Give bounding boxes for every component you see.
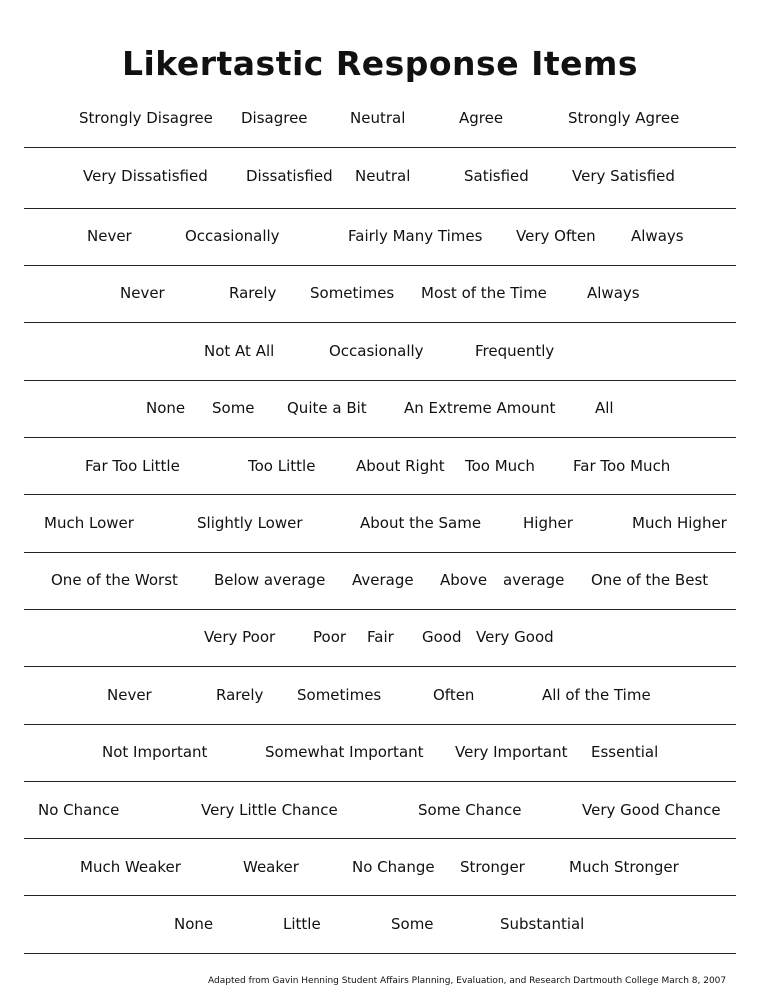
- scale-option: Some Chance: [418, 801, 522, 819]
- scale-option: All: [595, 399, 614, 417]
- scale-row: [0, 627, 781, 647]
- scale-option: Sometimes: [297, 686, 382, 704]
- scale-option: Weaker: [243, 858, 299, 876]
- scale-option: Occasionally: [185, 227, 280, 245]
- scale-row: [0, 914, 781, 934]
- row-divider: [24, 609, 736, 610]
- scale-option: Dissatisfied: [246, 167, 333, 185]
- scale-option: Too Little: [248, 457, 316, 475]
- row-divider: [24, 552, 736, 553]
- scale-option: Slightly Lower: [197, 514, 303, 532]
- scale-option: Always: [587, 284, 640, 302]
- scale-row: [0, 800, 781, 820]
- scale-option: Not Important: [102, 743, 208, 761]
- scale-option: Some: [212, 399, 255, 417]
- scale-option: Quite a Bit: [287, 399, 367, 417]
- scale-option: Far Too Much: [573, 457, 671, 475]
- scale-option: Very Good: [476, 628, 554, 646]
- scale-row: [0, 226, 781, 246]
- scale-option: Fairly Many Times: [348, 227, 483, 245]
- scale-option: One of the Worst: [51, 571, 178, 589]
- scale-option: Higher: [523, 514, 573, 532]
- scale-option: Some: [391, 915, 434, 933]
- scale-option: Strongly Agree: [568, 109, 680, 127]
- row-divider: [24, 953, 736, 954]
- scale-option: Good: [422, 628, 462, 646]
- scale-row: [0, 341, 781, 361]
- row-divider: [24, 380, 736, 381]
- scale-option: About the Same: [360, 514, 482, 532]
- row-divider: [24, 666, 736, 667]
- scale-option: Substantial: [500, 915, 585, 933]
- page-title: Likertastic Response Items: [121, 44, 639, 83]
- scale-option: Not At All: [204, 342, 275, 360]
- scale-option: Fair: [367, 628, 394, 646]
- scale-option: Very Satisfied: [572, 167, 675, 185]
- scale-option: Above: [440, 571, 488, 589]
- scale-option: Never: [87, 227, 132, 245]
- scale-option: Below average: [214, 571, 326, 589]
- scale-option: Sometimes: [310, 284, 395, 302]
- row-divider: [24, 437, 736, 438]
- scale-option: None: [146, 399, 186, 417]
- scale-option: Essential: [591, 743, 659, 761]
- scale-option: One of the Best: [591, 571, 709, 589]
- scale-option: Disagree: [241, 109, 308, 127]
- scale-option: Far Too Little: [85, 457, 180, 475]
- attribution-footer: Adapted from Gavin Henning Student Affairs Planning, Evaluation, and Research Dartmouth College March 8, 2007: [208, 976, 727, 986]
- scale-option: Neutral: [350, 109, 406, 127]
- scale-option: All of the Time: [542, 686, 651, 704]
- scale-option: Too Much: [465, 457, 535, 475]
- scale-row: [0, 857, 781, 877]
- scale-row: [0, 398, 781, 418]
- scale-option: Somewhat Important: [265, 743, 424, 761]
- scale-option: No Change: [352, 858, 435, 876]
- scale-option: Agree: [459, 109, 504, 127]
- scale-option: Much Weaker: [80, 858, 181, 876]
- row-divider: [24, 322, 736, 323]
- scale-option: About Right: [356, 457, 445, 475]
- row-divider: [24, 895, 736, 896]
- row-divider: [24, 494, 736, 495]
- scale-option: None: [174, 915, 214, 933]
- scale-option: Stronger: [460, 858, 525, 876]
- scale-row: [0, 456, 781, 476]
- scale-option: No Chance: [38, 801, 120, 819]
- scale-option: Never: [120, 284, 165, 302]
- scale-row: [0, 108, 781, 128]
- scale-option: Neutral: [355, 167, 411, 185]
- scale-option: Rarely: [229, 284, 277, 302]
- scale-option: Little: [283, 915, 321, 933]
- scale-option: Very Important: [455, 743, 568, 761]
- row-divider: [24, 838, 736, 839]
- scale-option: Frequently: [475, 342, 555, 360]
- scale-option: An Extreme Amount: [404, 399, 556, 417]
- scale-row: [0, 166, 781, 186]
- scale-row: [0, 742, 781, 762]
- scale-option: Never: [107, 686, 152, 704]
- scale-option: Much Higher: [632, 514, 727, 532]
- row-divider: [24, 781, 736, 782]
- scale-option: Strongly Disagree: [79, 109, 213, 127]
- scale-option: Rarely: [216, 686, 264, 704]
- scale-option: Most of the Time: [421, 284, 547, 302]
- scale-row: [0, 513, 781, 533]
- scale-option: Satisfied: [464, 167, 529, 185]
- scale-row: [0, 685, 781, 705]
- scale-option: Very Good Chance: [582, 801, 721, 819]
- scale-option: Poor: [313, 628, 347, 646]
- row-divider: [24, 147, 736, 148]
- row-divider: [24, 208, 736, 209]
- scale-option: Always: [631, 227, 684, 245]
- scale-option: Very Little Chance: [201, 801, 338, 819]
- scale-option: Very Poor: [204, 628, 276, 646]
- row-divider: [24, 724, 736, 725]
- scale-option: Much Lower: [44, 514, 134, 532]
- scale-row: [0, 570, 781, 590]
- scale-option: Average: [352, 571, 414, 589]
- scale-option: Very Often: [516, 227, 596, 245]
- scale-row: [0, 283, 781, 303]
- scale-option: Very Dissatisfied: [83, 167, 208, 185]
- row-divider: [24, 265, 736, 266]
- scale-option: Often: [433, 686, 475, 704]
- scale-option: Occasionally: [329, 342, 424, 360]
- scale-option: average: [503, 571, 565, 589]
- scale-option: Much Stronger: [569, 858, 679, 876]
